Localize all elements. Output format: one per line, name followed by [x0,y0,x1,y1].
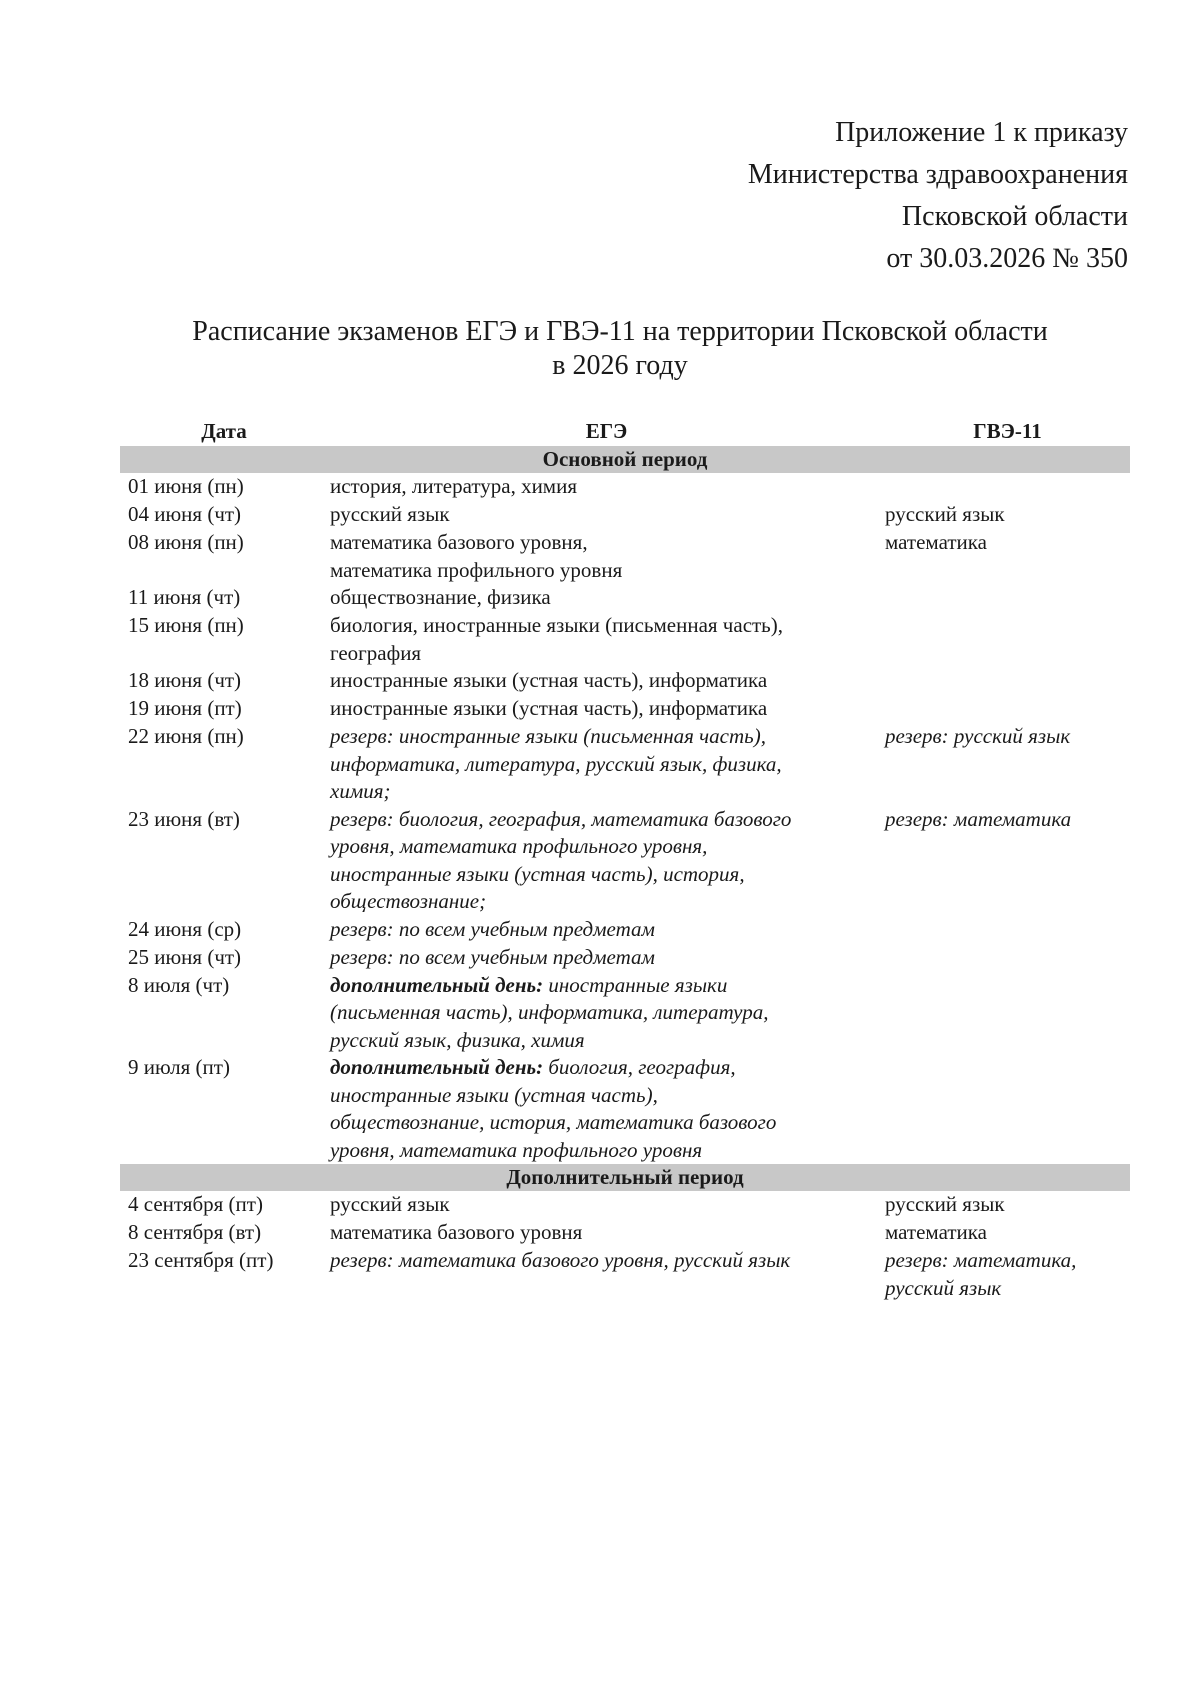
cell-gve [883,501,1130,529]
cell-ege [320,695,883,723]
cell-date: 9 июля (пт) [128,1055,230,1079]
cell-line: резерв: математика базового уровня, русский язык [330,1248,791,1272]
table-row [120,806,1130,916]
table-row [120,1191,1130,1219]
cell-gve [883,806,1130,916]
cell-line: иностранные языки (устная часть), информатика [330,696,768,720]
appendix-line: Приложение 1 к приказу [835,117,1128,148]
cell-ege [320,723,883,806]
cell-date: 15 июня (пн) [128,613,244,637]
cell-date: 11 июня (чт) [128,585,241,609]
cell-gve [883,695,1130,723]
cell-ege [320,1191,883,1219]
cell-gve [883,529,1130,584]
appendix-header [640,112,1128,280]
cell-gve [883,1191,1130,1219]
cell-line: уровня, математика профильного уровня, [330,834,708,858]
table-row [120,723,1130,806]
cell-line: математика [885,530,987,554]
header-ege: ЕГЭ [585,419,628,443]
cell-gve [883,1054,1130,1164]
cell-line: история, литература, химия [330,474,577,498]
cell-line: обществознание, история, математика базового [330,1110,777,1134]
header-gve: ГВЭ-11 [973,419,1042,443]
cell-line: математика базового уровня [330,1220,583,1244]
cell-gve [883,723,1130,806]
cell-ege [320,1054,883,1164]
cell-ege [320,1247,883,1302]
table-row [120,529,1130,584]
cell-gve [883,667,1130,695]
cell-line: иностранные языки (устная часть), [330,1082,658,1107]
cell-line: резерв: математика, [885,1248,1077,1272]
cell-ege [320,1219,883,1247]
cell-ege [320,584,883,612]
cell-line: дополнительный день: биология, география, [330,1055,736,1079]
cell-gve [883,916,1130,944]
document-title [120,315,1120,383]
section-additional-period: Дополнительный период [120,1164,1130,1191]
cell-date: 8 июля (чт) [128,972,230,997]
cell-line: резерв: математика [885,806,1072,831]
cell-ege [320,972,883,1055]
table-row [120,667,1130,695]
cell-gve [883,1219,1130,1247]
table-row [120,473,1130,501]
cell-ege [320,916,883,944]
cell-line: резерв: иностранные языки (письменная часть), [330,724,766,748]
cell-line: резерв: по всем учебным предметам [330,916,655,941]
cell-gve [883,584,1130,612]
additional-day-label: дополнительный день: [330,972,544,997]
cell-line: русский язык [330,1192,450,1216]
appendix-line: Псковской области [901,201,1128,232]
cell-line: русский язык [330,502,450,526]
cell-ege [320,944,883,972]
cell-line: резерв: биология, география, математика базового [330,806,792,831]
cell-date: 23 сентября (пт) [128,1248,274,1272]
cell-ege [320,529,883,584]
cell-line: информатика, литература, русский язык, физика, [330,751,782,776]
cell-line: математика профильного уровня [330,557,623,582]
cell-date: 19 июня (пт) [128,696,242,720]
cell-ege [320,667,883,695]
main-period-rows [120,473,1130,1164]
cell-ege [320,473,883,501]
schedule-table [120,418,1130,1302]
cell-line: дополнительный день: иностранные языки [330,972,728,997]
table-row [120,1054,1130,1164]
cell-gve [883,944,1130,972]
table-row [120,944,1130,972]
cell-date: 4 сентября (пт) [128,1192,263,1216]
table-row [120,584,1130,612]
cell-date: 04 июня (чт) [128,502,242,526]
additional-period-rows [120,1191,1130,1302]
cell-date: 22 июня (пн) [128,724,244,748]
title-line: в 2026 году [552,350,688,381]
cell-line: обществознание, физика [330,585,551,609]
cell-line: химия; [330,779,391,803]
cell-line: иностранные языки (устная часть), история, [330,861,745,886]
cell-ege [320,501,883,529]
table-row [120,972,1130,1055]
table-row [120,501,1130,529]
cell-ege [320,612,883,667]
cell-line: резерв: по всем учебным предметам [330,944,655,969]
cell-date: 18 июня (чт) [128,668,242,692]
cell-line: (письменная часть), информатика, литература, [330,1000,769,1024]
table-row [120,1219,1130,1247]
cell-line: русский язык [885,1275,1002,1300]
cell-line: русский язык [885,502,1005,526]
cell-line: уровня, математика профильного уровня [330,1137,703,1162]
title-line: Расписание экзаменов ЕГЭ и ГВЭ-11 на территории Псковской области [192,316,1048,347]
table-row [120,916,1130,944]
cell-ege [320,806,883,916]
cell-date: 01 июня (пн) [128,474,244,498]
cell-date: 8 сентября (вт) [128,1220,262,1244]
table-header-row [120,418,1130,446]
table-row [120,612,1130,667]
cell-date: 23 июня (вт) [128,806,240,831]
header-date: Дата [201,419,247,443]
cell-gve [883,612,1130,667]
appendix-line: от 30.03.2026 № 350 [886,243,1128,274]
cell-line: биология, иностранные языки (письменная часть), [330,613,784,637]
cell-gve [883,972,1130,1055]
cell-line: математика [885,1220,987,1244]
cell-date: 24 июня (ср) [128,916,242,941]
cell-line: география [330,640,422,665]
section-main-period: Основной период [120,446,1130,473]
cell-gve [883,1247,1130,1302]
table-row [120,1247,1130,1302]
table-row [120,695,1130,723]
cell-line: математика базового уровня, [330,530,588,554]
appendix-line: Министерства здравоохранения [747,159,1128,190]
cell-line: русский язык, физика, химия [330,1027,585,1052]
cell-line: обществознание; [330,889,487,913]
cell-line: русский язык [885,1192,1005,1216]
additional-day-label: дополнительный день: [330,1055,544,1079]
cell-date: 25 июня (чт) [128,944,242,969]
cell-line: иностранные языки (устная часть), информатика [330,668,768,692]
cell-line: резерв: русский язык [885,724,1071,748]
cell-gve [883,473,1130,501]
cell-date: 08 июня (пн) [128,530,244,554]
